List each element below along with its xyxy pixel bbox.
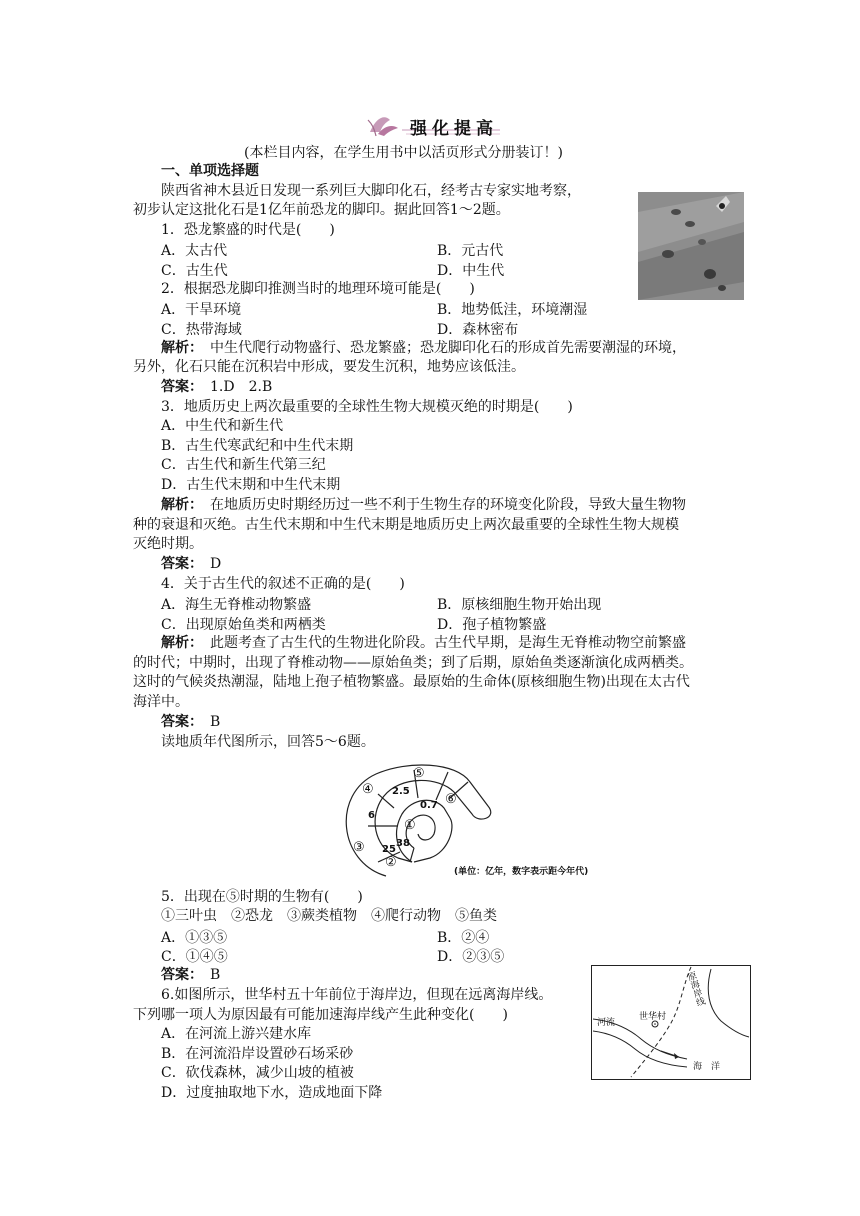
answer-5: [161, 966, 220, 985]
answer-3: [161, 555, 221, 574]
spiral-number-6: 6: [368, 810, 375, 821]
explanation-label: 解析：: [161, 635, 196, 651]
village-label: 世华村: [639, 1012, 667, 1022]
q5-option-a: A．①③⑤: [161, 930, 228, 946]
q4-option-a: A．海生无脊椎动物繁盛: [161, 597, 312, 613]
note: (本栏目内容，在学生用书中以活页形式分册装订！): [244, 145, 563, 161]
answer-value: D: [196, 556, 222, 572]
q1-option-a: A．太古代: [161, 243, 228, 259]
q3-stem: 3．地质历史上两次最重要的全球性生物大规模灭绝的时期是( ): [161, 399, 573, 415]
q4-stem: 4．关于古生代的叙述不正确的是( ): [161, 576, 405, 592]
explanation-label: 解析：: [161, 340, 196, 356]
q6-option-b: B．在河流沿岸设置砂石场采砂: [161, 1046, 354, 1062]
spiral-number-38: 38: [396, 838, 410, 849]
section-banner: [366, 110, 506, 140]
q2-stem: 2．根据恐龙脚印推测当时的地理环境可能是( ): [161, 281, 475, 297]
spiral-number-25: 25: [382, 844, 396, 855]
q3-option-c: C．古生代和新生代第三纪: [161, 457, 326, 473]
q3-option-d: D．古生代末期和中生代末期: [161, 477, 341, 493]
q3-option-b: B．古生代寒武纪和中生代末期: [161, 438, 354, 454]
q5-items: ①三叶虫 ②恐龙 ③蕨类植物 ④爬行动物 ⑤鱼类: [161, 908, 497, 924]
answer-value: B: [196, 714, 221, 730]
explanation-3-line-2: 种的衰退和灭绝。古生代末期和中生代末期是地质历史上两次最重要的全球性生物大规模: [133, 517, 679, 533]
banner-title: 强化提高: [410, 119, 498, 139]
q6-option-a: A．在河流上游兴建水库: [161, 1026, 312, 1042]
answer-4: [161, 713, 220, 732]
q2-option-d: D．森林密布: [437, 322, 519, 338]
q6-stem-line-1: 6.如图所示，世华村五十年前位于海岸边，但现在远离海岸线。: [161, 987, 553, 1003]
answer-label: 答案：: [161, 379, 196, 395]
coastline-map: [591, 965, 751, 1080]
explanation-text: 中生代爬行动物盛行、恐龙繁盛；恐龙脚印化石的形成首先需要潮湿的环境，: [196, 340, 686, 356]
answer-value: B: [196, 967, 221, 983]
q5-option-d: D．②③⑤: [437, 949, 505, 965]
q4-option-c: C．出现原始鱼类和两栖类: [161, 617, 326, 633]
spiral-era-6: ⑥: [445, 792, 457, 807]
answer-label: 答案：: [161, 556, 196, 572]
explanation-label: 解析：: [161, 497, 196, 513]
explanation-12-line-1: [161, 339, 686, 358]
spiral-era-3: ③: [353, 840, 365, 855]
spiral-diagram: [338, 762, 578, 880]
intro-line-1: 陕西省神木县近日发现一系列巨大脚印化石，经考古专家实地考察，: [161, 183, 581, 199]
intro-56: 读地质年代图所示，回答5～6题。: [161, 734, 375, 750]
q5-option-c: C．①④⑤: [161, 949, 228, 965]
answer-label: 答案：: [161, 967, 196, 983]
explanation-text: 此题考查了古生代的生物进化阶段。古生代早期，是海生无脊椎动物空前繁盛: [196, 635, 686, 651]
section-heading: 一、单项选择题: [161, 163, 259, 179]
q5-stem: 5．出现在⑤时期的生物有( ): [161, 889, 363, 905]
q6-option-d: D．过度抽取地下水，造成地面下降: [161, 1085, 383, 1101]
explanation-4-line-2: 的时代；中期时，出现了脊椎动物——原始鱼类；到了后期，原始鱼类逐渐演化成两栖类。: [133, 655, 693, 671]
explanation-3-line-3: 灭绝时期。: [133, 536, 203, 552]
q6-stem-line-2: 下列哪一项人为原因最有可能加速海岸线产生此种变化( ): [133, 1007, 508, 1023]
q6-option-c: C．砍伐森林，减少山坡的植被: [161, 1065, 354, 1081]
explanation-4-line-1: [161, 634, 686, 653]
old-coastline-label: 原海岸线: [684, 970, 706, 1008]
explanation-12-line-2: 另外，化石只能在沉积岩中形成，要发生沉积，地势应该低洼。: [133, 359, 525, 375]
geologic-time-spiral: [338, 762, 589, 880]
q4-option-d: D．孢子植物繁盛: [437, 617, 547, 633]
q5-option-b: B．②④: [437, 930, 490, 946]
spiral-era-4: ④: [362, 782, 374, 797]
q4-option-b: B．原核细胞生物开始出现: [437, 597, 602, 613]
spiral-era-5: ⑤: [413, 766, 425, 781]
q2-option-a: A．干旱环境: [161, 302, 242, 318]
q3-option-a: A．中生代和新生代: [161, 418, 284, 434]
explanation-text: 在地质历史时期经历过一些不利于生物生存的环境变化阶段，导致大量生物物: [196, 497, 686, 513]
spiral-number-0-7: 0.7: [420, 800, 438, 811]
q1-option-b: B．元古代: [437, 243, 504, 259]
spiral-era-1: ①: [404, 818, 416, 833]
q2-option-c: C．热带海域: [161, 322, 242, 338]
answer-12: [161, 378, 272, 397]
spiral-unit-note: (单位：亿年，数字表示距今年代): [454, 867, 589, 877]
q1-stem: 1．恐龙繁盛的时代是( ): [161, 222, 335, 238]
river-label: 河流: [597, 1018, 616, 1028]
intro-line-2: 初步认定这批化石是1亿年前恐龙的脚印。据此回答1～2题。: [133, 202, 510, 218]
explanation-3-line-1: [161, 496, 686, 515]
q2-option-b: B．地势低洼，环境潮湿: [437, 302, 588, 318]
explanation-4-line-4: 海洋中。: [133, 694, 189, 710]
ocean-label: 海 洋: [693, 1062, 721, 1072]
answer-label: 答案：: [161, 714, 196, 730]
spiral-era-2: ②: [385, 855, 397, 870]
q1-option-d: D．中生代: [437, 263, 505, 279]
footprint-fossil-photo: [638, 192, 744, 300]
q1-option-c: C．古生代: [161, 263, 228, 279]
answer-value: 1.D 2.B: [196, 379, 273, 395]
explanation-4-line-3: 这时的气候炎热潮湿，陆地上孢子植物繁盛。最原始的生命体(原核细胞生物)出现在太古代: [133, 674, 690, 690]
spiral-number-2-5: 2.5: [392, 786, 410, 797]
